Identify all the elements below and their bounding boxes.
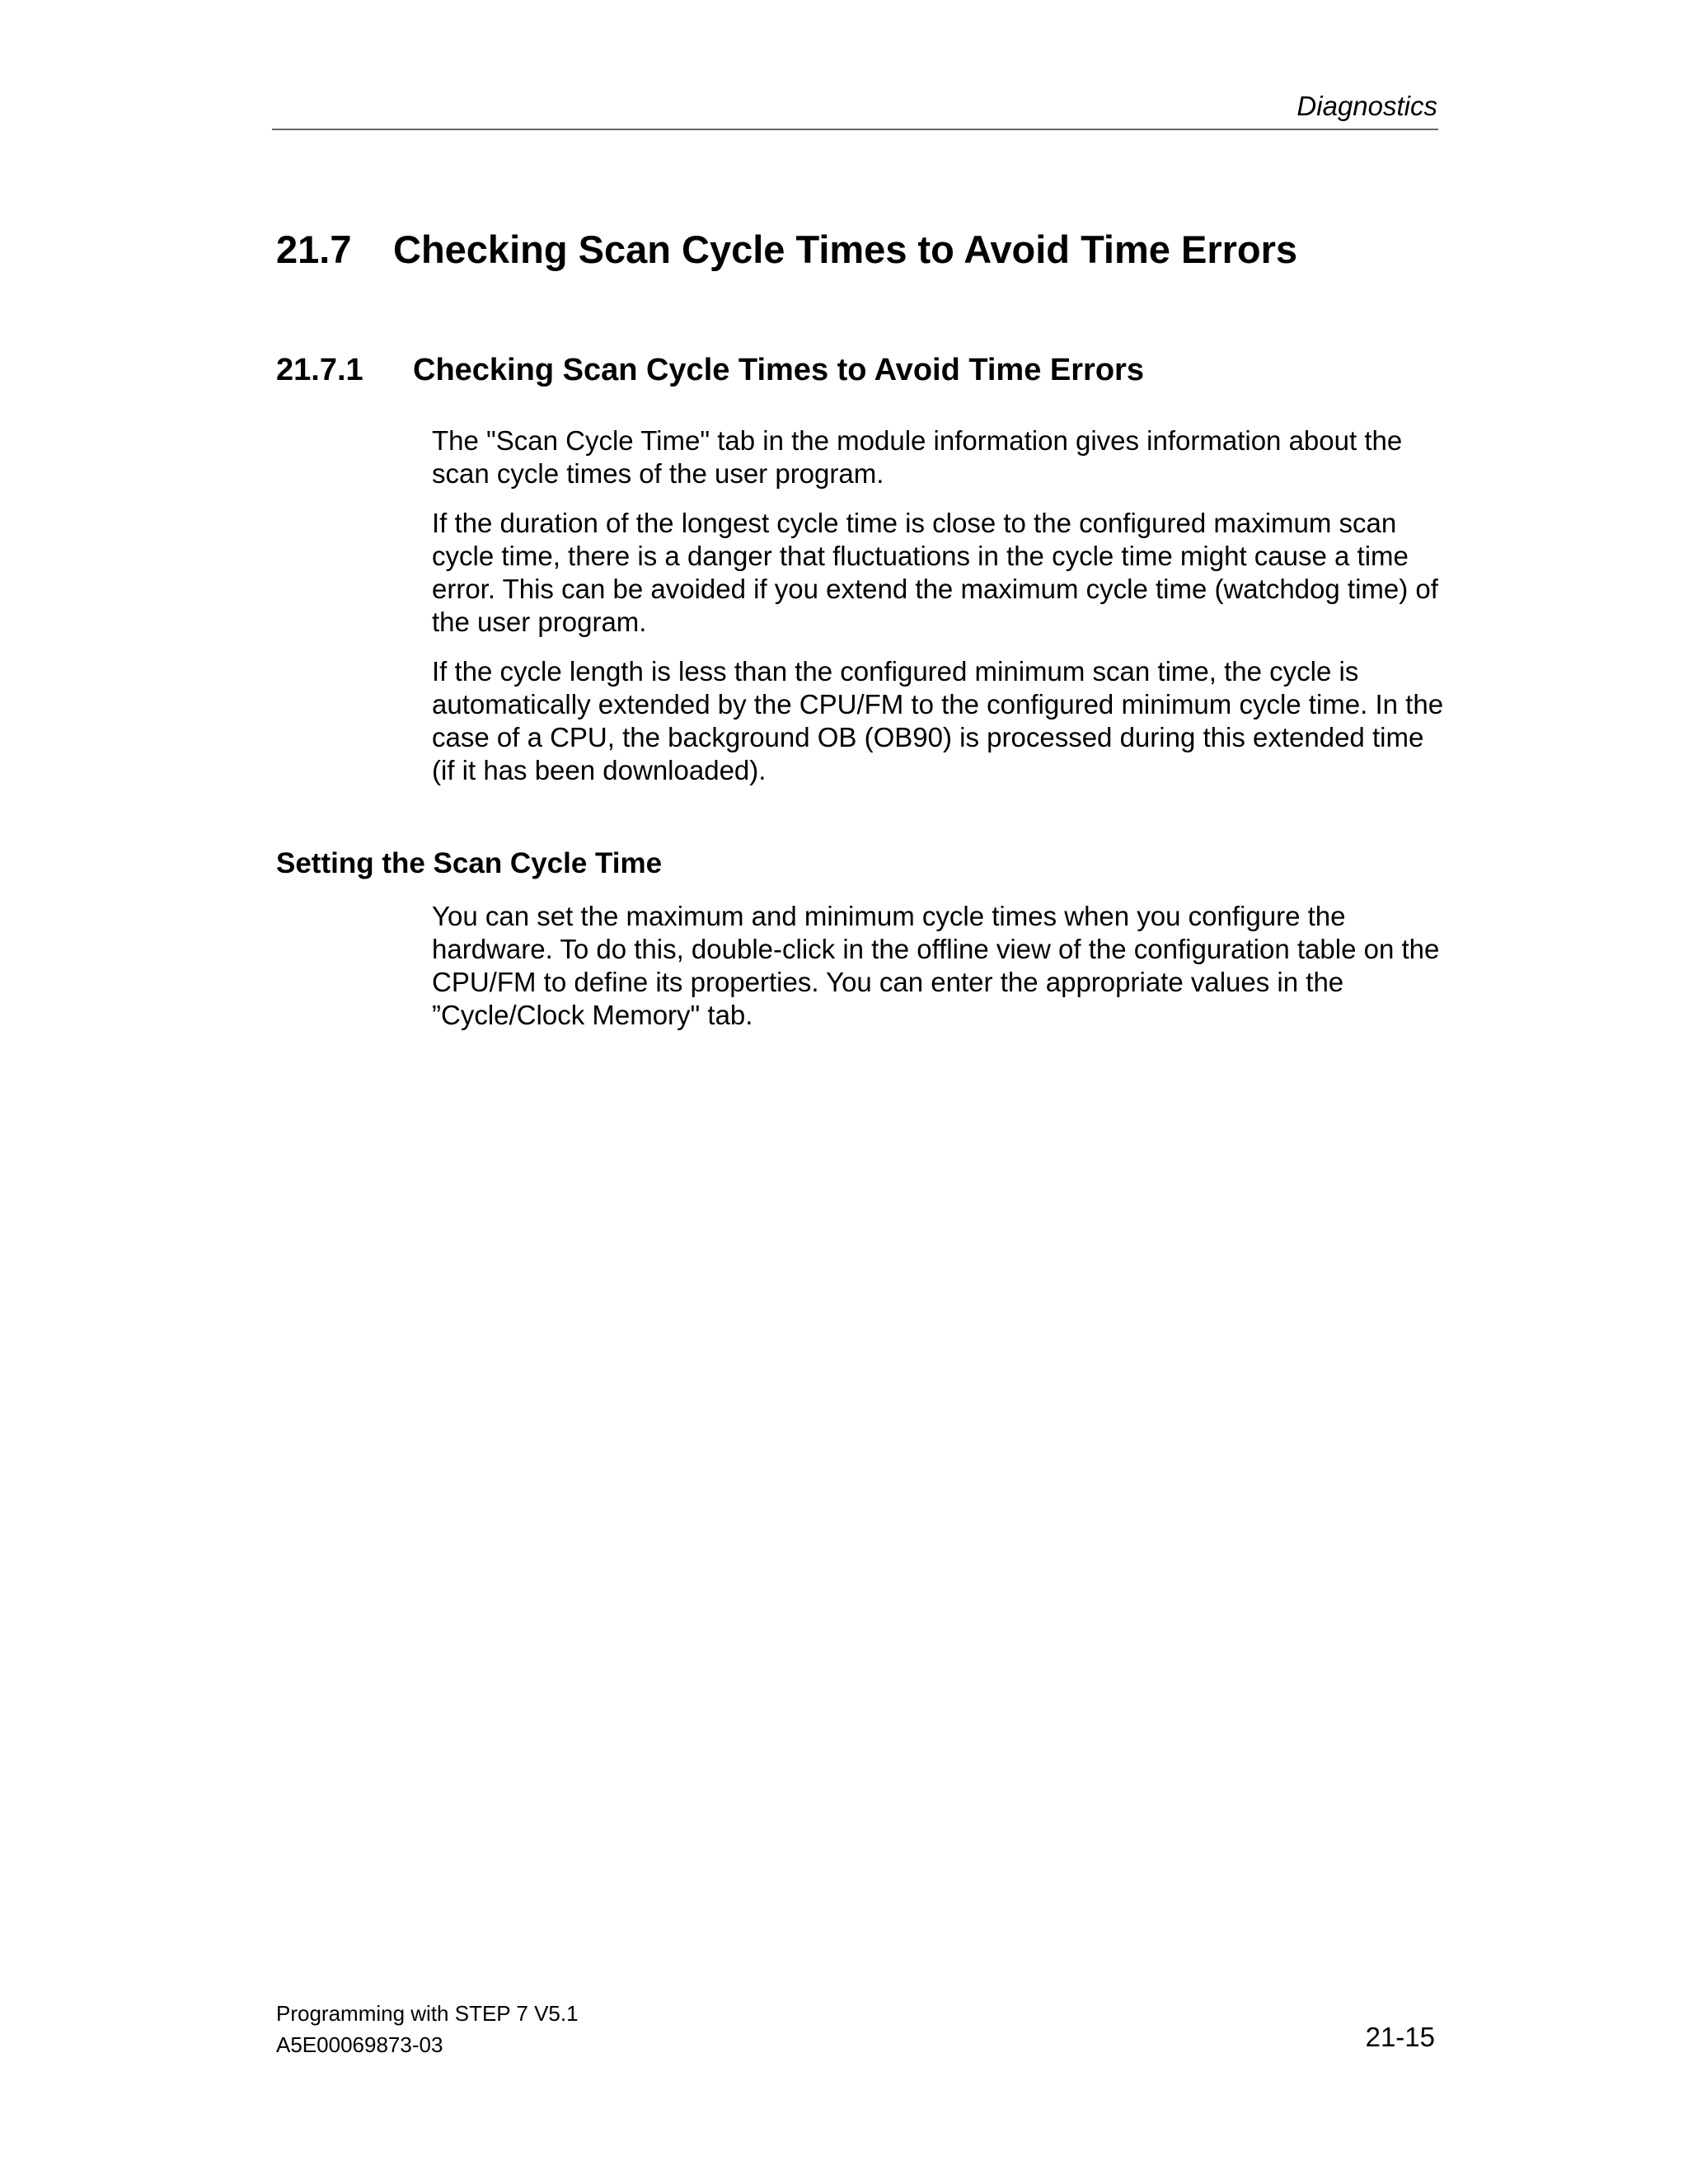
running-header: Diagnostics — [1296, 91, 1437, 121]
section-title: Checking Scan Cycle Times to Avoid Time Errors — [393, 227, 1298, 271]
paragraph: If the cycle length is less than the configured minimum scan time, the cycle is automatically extended by the CPU/FM to the configured minimum cycle time. In the case of a CPU, the background OB (OB90) is processed during this extended time (if it has been downloaded). — [432, 656, 1444, 785]
subsection-heading — [276, 353, 1144, 388]
section-heading — [276, 227, 1297, 272]
paragraph: The "Scan Cycle Time" tab in the module information gives information about the scan cycle times of the user program. — [432, 425, 1403, 489]
subsection-title: Checking Scan Cycle Times to Avoid Time Errors — [413, 353, 1144, 387]
subsection-number: 21.7.1 — [276, 353, 363, 387]
footer-doc-number: A5E00069873-03 — [276, 2032, 443, 2057]
setting-heading: Setting the Scan Cycle Time — [276, 847, 663, 879]
section-number: 21.7 — [276, 227, 352, 271]
footer-document-info — [276, 1998, 579, 2060]
paragraph: You can set the maximum and minimum cycle times when you configure the hardware. To do this, double-click in the offline view of the configuration table on the CPU/FM to define its properties. You can enter the appropriate values in the ”Cycle/Clock Memory" tab. — [432, 901, 1440, 1030]
header-divider — [272, 129, 1438, 130]
footer-manual-title: Programming with STEP 7 V5.1 — [276, 2001, 579, 2026]
subsection-body — [432, 424, 1446, 804]
setting-body — [432, 900, 1446, 1048]
paragraph: If the duration of the longest cycle time is close to the configured maximum scan cycle time, there is a danger that fluctuations in the cycle time might cause a time error. This can be avoided if you extend the maximum cycle time (watchdog time) of the user program. — [432, 508, 1438, 637]
page-number: 21-15 — [1365, 2022, 1435, 2052]
